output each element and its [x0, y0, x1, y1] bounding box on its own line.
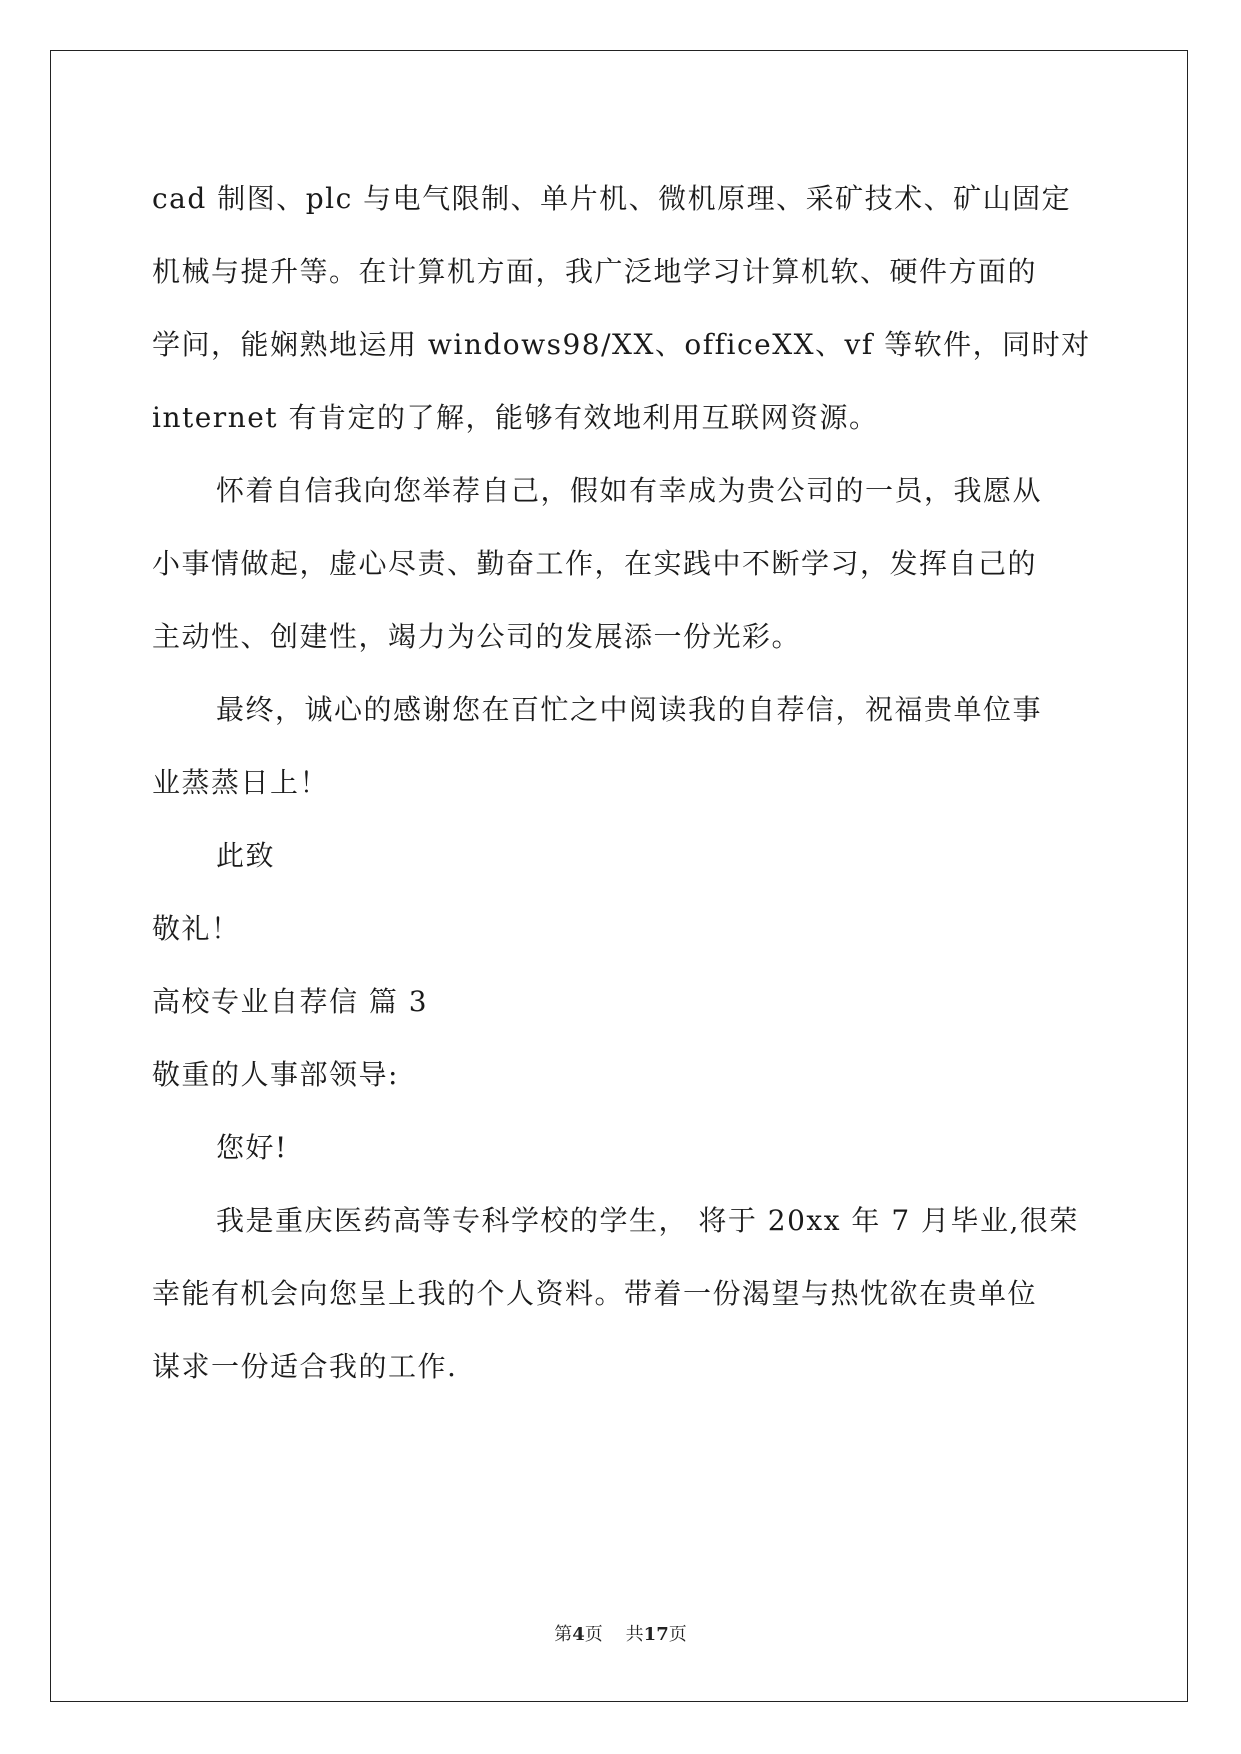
text-line: 机械与提升等。在计算机方面，我广泛地学习计算机软、硬件方面的	[152, 255, 1038, 288]
greeting: 您好!	[216, 1131, 288, 1164]
footer-total-suffix: 页	[668, 1624, 687, 1645]
text-line: cad 制图、plc 与电气限制、单片机、微机原理、采矿技术、矿山固定	[152, 182, 1072, 215]
footer-page-suffix: 页	[584, 1624, 603, 1645]
text-line: 幸能有机会向您呈上我的个人资料。带着一份渴望与热忱欲在贵单位	[152, 1277, 1038, 1310]
total-pages: 17	[643, 1624, 669, 1645]
text-line: 小事情做起，虚心尽责、勤奋工作，在实践中不断学习，发挥自己的	[152, 547, 1038, 580]
section-heading: 高校专业自荐信 篇 3	[152, 985, 429, 1018]
text-line: 最终，诚心的感谢您在百忙之中阅读我的自荐信，祝福贵单位事	[216, 693, 1043, 726]
text-line: 我是重庆医药高等专科学校的学生， 将于 20xx 年 7 月毕业,很荣	[216, 1204, 1079, 1237]
footer-total-prefix: 共	[625, 1624, 644, 1645]
text-line: 谋求一份适合我的工作.	[152, 1350, 458, 1383]
text-line: 怀着自信我向您举荐自己，假如有幸成为贵公司的一员，我愿从	[216, 474, 1043, 507]
text-line: internet 有肯定的了解，能够有效地利用互联网资源。	[152, 401, 879, 434]
text-line: 敬礼！	[152, 912, 241, 945]
salutation: 敬重的人事部领导:	[152, 1058, 399, 1091]
text-line: 主动性、创建性，竭力为公司的发展添一份光彩。	[152, 620, 802, 653]
text-line: 此致	[216, 839, 276, 872]
footer-prefix: 第	[554, 1624, 573, 1645]
page-number: 4	[572, 1624, 585, 1645]
page-footer	[0, 1620, 1241, 1646]
text-line: 学问，能娴熟地运用 windows98/XX、officeXX、vf 等软件，同时对	[152, 328, 1091, 361]
text-line: 业蒸蒸日上！	[152, 766, 330, 799]
